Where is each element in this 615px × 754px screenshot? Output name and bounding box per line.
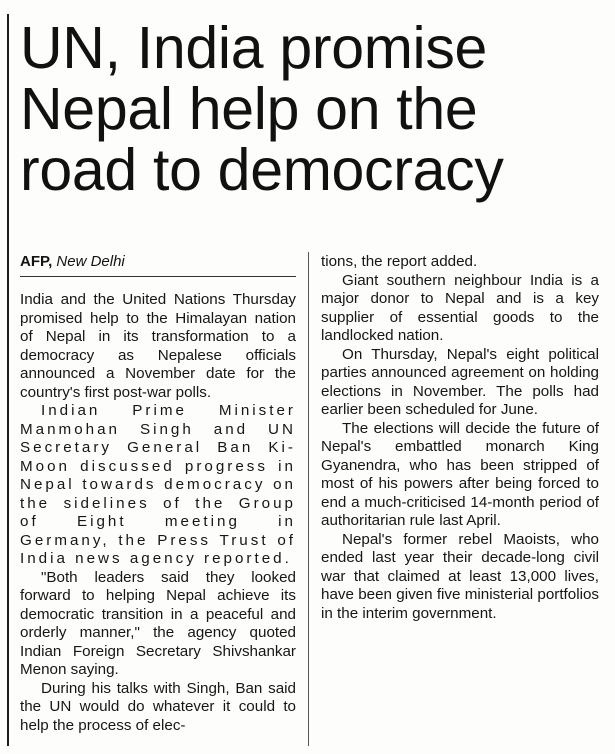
headline [20,15,612,203]
paragraph-5: tions, the report added. [321,253,478,270]
byline [20,253,125,271]
paragraph-6: Giant southern neighbour India is a major donor to Nepal and is a key supplier of essential goods to the landlocked nation. [321,271,599,344]
headline-line-2: Nepal help on the [20,76,478,142]
paragraph-3: "Both leaders said they looked forward to helping Nepal achieve its democratic transition in a peaceful and orderly manner," the agency quoted Indian Foreign Secretary Shivshankar Menon saying. [20,568,296,678]
paragraph-4: During his talks with Singh, Ban said the UN would do whatever it could to help the process of elec- [20,679,296,734]
paragraph-1: India and the United Nations Thursday promised help to the Himalayan nation of Nepal in its transformation to a democracy as Nepalese officials announced a November date for the country's first post-war polls. [20,291,296,401]
byline-place: New Delhi [56,253,125,270]
article-column-1 [20,291,296,735]
left-column-rule [7,14,9,746]
paragraph-7: On Thursday, Nepal's eight political parties announced agreement on holding elections in November. The polls had earlier been scheduled for June. [321,345,599,418]
byline-rule [20,276,296,277]
byline-agency: AFP, [20,253,53,270]
article-column-2 [321,253,599,623]
paragraph-9: Nepal's former rebel Maoists, who ended last year their decade-long civil war that claimed at least 13,000 lives, have been given five ministerial portfolios in the interim government. [321,530,599,622]
paragraph-2: Indian Prime Minister Manmohan Singh and UN Secretary General Ban Ki-Moon discussed progress in Nepal towards democracy on the sidelines of the Group of Eight meeting in Germany, the Press Trust of India news agency reported. [20,402,296,567]
headline-line-1: UN, India promise [20,15,488,81]
column-divider [308,252,309,746]
paragraph-8: The elections will decide the future of Nepal's embattled monarch King Gyanendra, who has been stripped of most of his powers after being forced to end a much-criticised 14-month period of authoritarian rule last April. [321,419,599,529]
headline-line-3: road to democracy [20,137,504,203]
